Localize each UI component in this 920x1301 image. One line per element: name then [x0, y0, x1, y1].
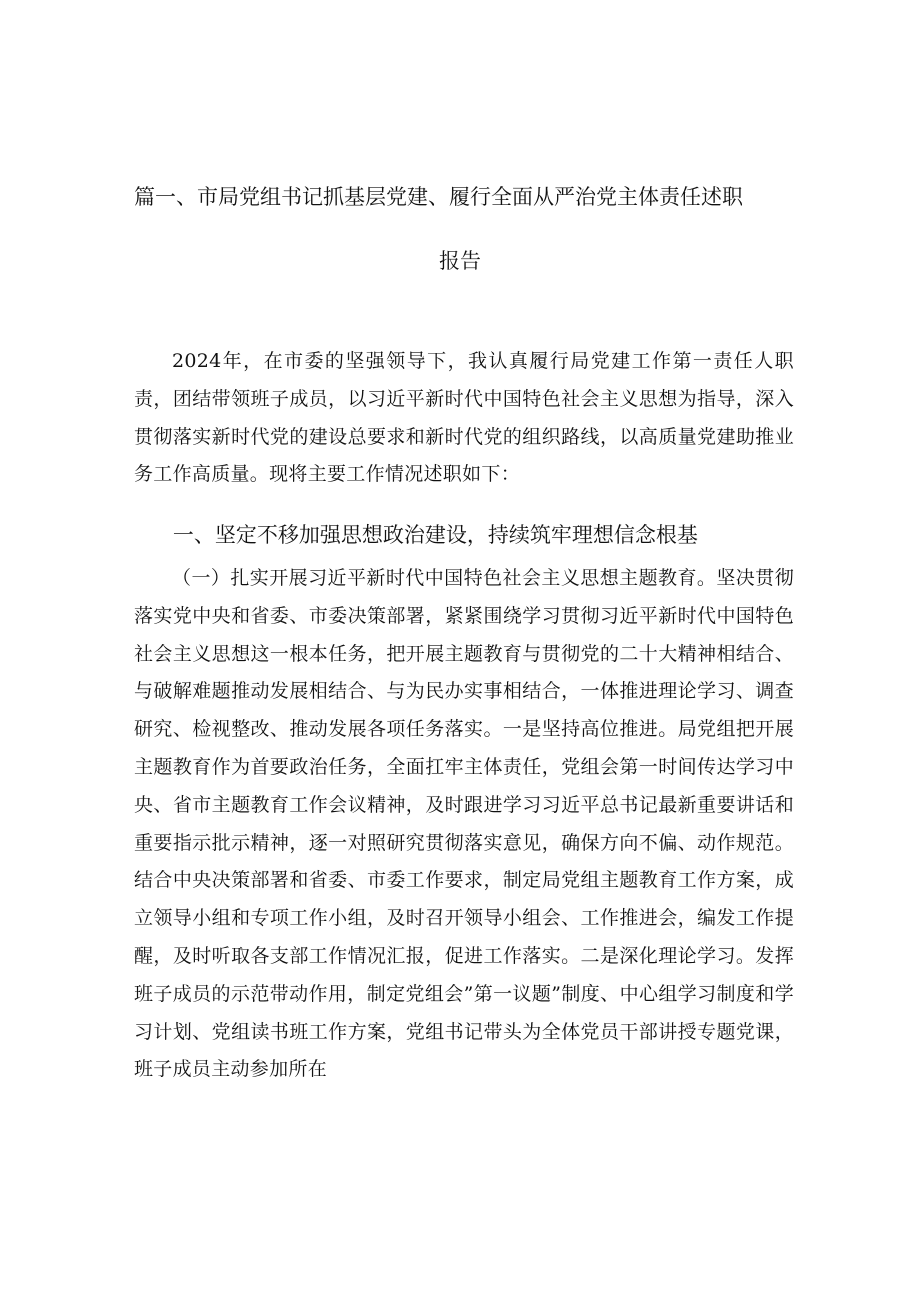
document-title-line-1: 篇一、市局党组书记抓基层党建、履行全面从严治党主体责任述职	[134, 185, 743, 209]
document-title-line-2: 报告	[439, 249, 481, 273]
section-paragraph: （一）扎实开展习近平新时代中国特色社会主义思想主题教育。坚决贯彻落实党中央和省委、市委决策部署，紧紧围绕学习贯彻习近平新时代中国特色社会主义思想这一根本任务，把开展主题教育与贯彻党的二十大精神相结合、与破解难题推动发展相结合、与为民办实事相结合，一体推进理论学习、调查研究、检视整改、推动发展各项任务落实。一是坚持高位推进。局党组把开展主题教育作为首要政治任务，全面扛牢主体责任，党组会第一时间传达学习中央、省市主题教育工作会议精神，及时跟进学习习近平总书记最新重要讲话和重要指示批示精神，逐一对照研究贯彻落实意见，确保方向不偏、动作规范。结合中央决策部署和省委、市委工作要求，制定局党组主题教育工作方案，成立领导小组和专项工作小组，及时召开领导小组会、工作推进会，编发工作提醒，及时听取各支部工作情况汇报，促进工作落实。二是深化理论学习。发挥班子成员的示范带动作用，制定党组会”第一议题”制度、中心组学习制度和学习计划、党组读书班工作方案，党组书记带头为全体党员干部讲授专题党课，班子成员主动参加所在	[134, 567, 794, 1081]
intro-paragraph: 2024年，在市委的坚强领导下，我认真履行局党建工作第一责任人职责，团结带领班子成员，以习近平新时代中国特色社会主义思想为指导，深入贯彻落实新时代党的建设总要求和新时代党的组织路线，以高质量党建助推业务工作高质量。现将主要工作情况述职如下：	[134, 350, 794, 486]
section-heading: 一、坚定不移加强思想政治建设，持续筑牢理想信念根基	[172, 523, 698, 547]
